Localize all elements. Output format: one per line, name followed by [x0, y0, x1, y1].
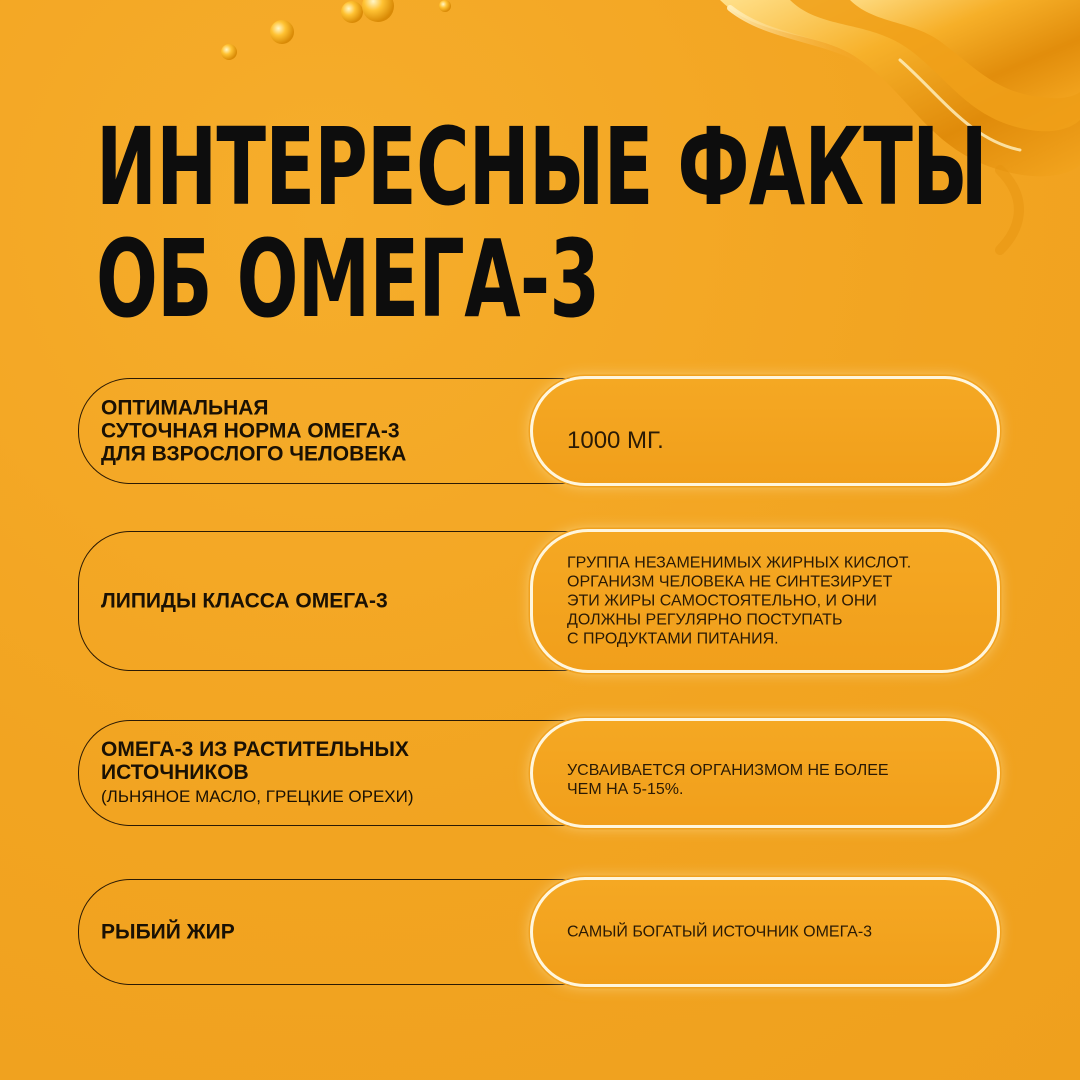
fact-value-pill: [530, 529, 1000, 673]
fact-value-text: САМЫЙ БОГАТЫЙ ИСТОЧНИК ОМЕГА-3: [567, 923, 873, 941]
fact-label-text: РЫБИЙ ЖИР: [101, 920, 235, 944]
fact-label-text: ОМЕГА-3 ИЗ РАСТИТЕЛЬНЫХ ИСТОЧНИКОВ: [101, 738, 409, 784]
fact-value-pill: [530, 376, 1000, 486]
title-line-1: ИНТЕРЕСНЫЕ ФАКТЫ: [96, 106, 987, 230]
fact-label: [101, 921, 558, 944]
fact-value-pill: [530, 877, 1000, 987]
fact-row-plant-sources: [78, 720, 1000, 826]
fact-value-text: УСВАИВАЕТСЯ ОРГАНИЗМОМ НЕ БОЛЕЕ ЧЕМ НА 5-15%.: [567, 762, 889, 798]
fact-label: [101, 590, 558, 613]
fact-label-text: ОПТИМАЛЬНАЯ СУТОЧНАЯ НОРМА ОМЕГА-3 ДЛЯ ВЗРОСЛОГО ЧЕЛОВЕКА: [101, 396, 407, 466]
fact-value-pill: [530, 718, 1000, 828]
fact-label-text: ЛИПИДЫ КЛАССА ОМЕГА-3: [101, 589, 388, 613]
fact-value-text: ГРУППА НЕЗАМЕНИМЫХ ЖИРНЫХ КИСЛОТ. ОРГАНИЗМ ЧЕЛОВЕКА НЕ СИНТЕЗИРУЕТ ЭТИ ЖИРЫ САМОСТОЯТЕЛЬНО, И ОНИ ДОЛЖНЫ РЕГУЛЯРНО ПОСТУПАТЬ С ПРОДУКТАМИ ПИТАНИЯ.: [567, 554, 912, 648]
fact-row-daily-norm: [78, 378, 1000, 484]
fact-sublabel-text: (ЛЬНЯНОЕ МАСЛО, ГРЕЦКИЕ ОРЕХИ): [101, 787, 414, 806]
fact-label: [101, 738, 558, 808]
fact-row-fish-oil: [78, 879, 1000, 985]
fact-value-text: 1000 МГ.: [567, 427, 664, 454]
fact-label: [101, 397, 558, 466]
page-title: [96, 106, 987, 342]
title-line-2: ОБ ОМЕГА-3: [96, 218, 600, 342]
fact-row-lipids: [78, 531, 1000, 671]
